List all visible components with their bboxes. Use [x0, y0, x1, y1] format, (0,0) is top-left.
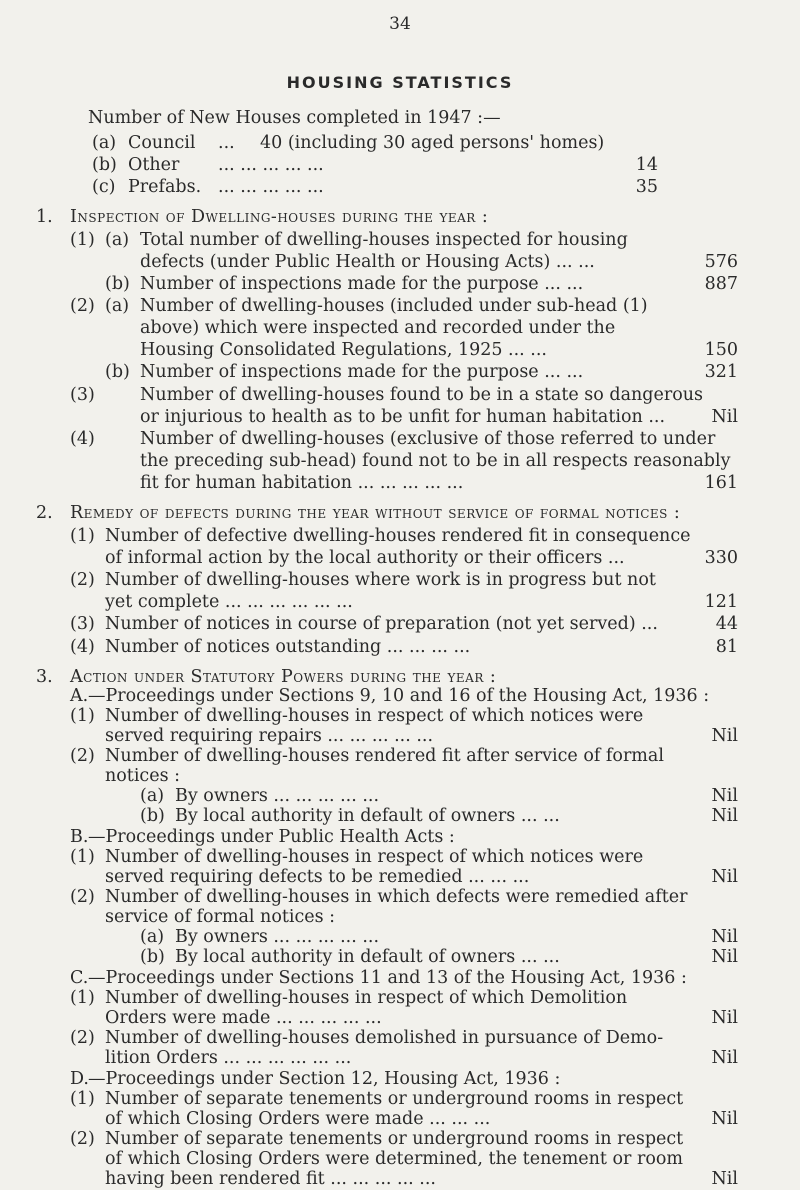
line-text: service of formal notices : [105, 907, 336, 927]
part-label: C. [70, 968, 89, 988]
section-3-line [0, 967, 800, 989]
item-value: 14 [635, 155, 658, 175]
line-text: Number of dwelling-houses (included under sub-head (1) [140, 296, 648, 316]
new-houses-row [0, 154, 800, 176]
section-1-line [0, 229, 800, 251]
line-text: —Proceedings under Sections 9, 10 and 16 of the Housing Act, 1936 : [88, 686, 710, 706]
sub-label: (3) [70, 614, 95, 634]
section-number: 1. [36, 207, 53, 227]
line-text: having been rendered fit ... ... ... ... ... [105, 1169, 436, 1189]
section-1-line [0, 450, 800, 472]
line-text: Housing Consolidated Regulations, 1925 ... ... [140, 340, 547, 360]
sub-label: (2) [70, 1028, 95, 1048]
section-3-line [0, 1148, 800, 1170]
section-1-line [0, 361, 800, 383]
line-text: Number of dwelling-houses rendered fit after service of formal [105, 746, 664, 766]
section-3-line [0, 805, 800, 827]
line-text: Number of dwelling-houses demolished in pursuance of Demo- [105, 1028, 664, 1048]
section-2-line [0, 591, 800, 613]
section-3-line [0, 987, 800, 1009]
section-3-line [0, 826, 800, 848]
line-value: Nil [711, 1169, 738, 1189]
sub-label: (b) [140, 947, 165, 967]
line-text: yet complete ... ... ... ... ... ... [105, 592, 353, 612]
line-text: or injurious to health as to be unfit for human habitation ... [140, 407, 666, 427]
sub-label: (b) [105, 274, 130, 294]
part-label: D. [70, 1069, 89, 1089]
line-value: Nil [711, 1048, 738, 1068]
line-text: Number of inspections made for the purpose ... ... [140, 362, 584, 382]
sub-label: (4) [70, 429, 95, 449]
line-value: 161 [704, 473, 738, 493]
section-2-line [0, 569, 800, 591]
line-text: Number of dwelling-houses in which defects were remedied after [105, 887, 688, 907]
section-1-line [0, 273, 800, 295]
section-3-line [0, 1007, 800, 1029]
section-2-line [0, 547, 800, 569]
line-value: Nil [711, 786, 738, 806]
sub-label: (1) [70, 526, 95, 546]
leader-dots: ... [218, 133, 235, 153]
section-3-line [0, 1047, 800, 1069]
sub-label: (2) [70, 887, 95, 907]
line-text: Number of notices in course of preparation (not yet served) ... [105, 614, 658, 634]
section-2-line [0, 613, 800, 635]
item-label: (a) [92, 133, 117, 153]
line-value: 321 [704, 362, 738, 382]
line-value: Nil [711, 1109, 738, 1129]
section-3-line [0, 1068, 800, 1090]
line-text: Number of dwelling-houses in respect of which Demolition [105, 988, 628, 1008]
sub-label: (1) [70, 706, 95, 726]
section-1-line [0, 384, 800, 406]
section-1-line [0, 317, 800, 339]
line-text: By owners ... ... ... ... ... [175, 927, 380, 947]
new-houses-row [0, 176, 800, 198]
sub-label: (2) [70, 296, 95, 316]
section-3-line [0, 866, 800, 888]
sub-label: (1) [70, 847, 95, 867]
line-value: Nil [711, 867, 738, 887]
section-heading: Action under Statutory Powers during the year : [70, 667, 497, 687]
leader-dots: ... ... ... ... ... [218, 177, 324, 197]
section-3-line [0, 1128, 800, 1150]
line-text: lition Orders ... ... ... ... ... ... [105, 1048, 352, 1068]
section-1-line [0, 339, 800, 361]
line-value: 330 [704, 548, 738, 568]
section-number: 3. [36, 667, 53, 687]
line-text: above) which were inspected and recorded under the [140, 318, 616, 338]
section-heading: Inspection of Dwelling-houses during the year : [70, 207, 489, 227]
line-text: By local authority in default of owners ... ... [175, 947, 560, 967]
line-value: 576 [704, 252, 738, 272]
line-text: Number of inspections made for the purpose ... ... [140, 274, 584, 294]
item-text: Other [128, 155, 180, 175]
sub-label: (a) [140, 927, 165, 947]
section-3-line [0, 785, 800, 807]
line-text: Number of dwelling-houses where work is in progress but not [105, 570, 656, 590]
leader-dots: ... ... ... ... ... [218, 155, 324, 175]
line-text: —Proceedings under Sections 11 and 13 of the Housing Act, 1936 : [88, 968, 687, 988]
section-1-line [0, 251, 800, 273]
section-2-line [0, 636, 800, 658]
item-label: (c) [92, 177, 116, 197]
sub-label: (a) [105, 230, 130, 250]
line-value: 44 [715, 614, 738, 634]
page-number: 34 [389, 14, 411, 34]
line-text: Number of separate tenements or underground rooms in respect [105, 1089, 684, 1109]
item-value: 35 [635, 177, 658, 197]
line-text: of which Closing Orders were made ... ... ... [105, 1109, 491, 1129]
section-3-line [0, 705, 800, 727]
section-1-line [0, 295, 800, 317]
part-label: B. [70, 827, 89, 847]
section-3-line [0, 1088, 800, 1110]
section-3-line [0, 745, 800, 767]
intro-text: Number of New Houses completed in 1947 :— [88, 108, 501, 128]
line-text: the preceding sub-head) found not to be in all respects reasonably [140, 451, 731, 471]
sub-label: (b) [105, 362, 130, 382]
line-text: Number of dwelling-houses (exclusive of those referred to under [140, 429, 716, 449]
sub-label: (2) [70, 570, 95, 590]
line-value: Nil [711, 726, 738, 746]
section-3-line [0, 886, 800, 908]
section-1-line [0, 406, 800, 428]
line-value: Nil [711, 407, 738, 427]
new-houses-intro [0, 107, 800, 129]
sub-label: (1) [70, 230, 95, 250]
line-text: fit for human habitation ... ... ... ... ... [140, 473, 464, 493]
line-text: Orders were made ... ... ... ... ... [105, 1008, 382, 1028]
section-heading: Remedy of defects during the year without service of formal notices : [70, 503, 681, 523]
line-text: served requiring repairs ... ... ... ... ... [105, 726, 434, 746]
item-value: 40 (including 30 aged persons' homes) [260, 133, 605, 153]
section-2-line [0, 525, 800, 547]
line-text: served requiring defects to be remedied ... ... ... [105, 867, 530, 887]
line-text: —Proceedings under Section 12, Housing Act, 1936 : [88, 1069, 561, 1089]
sub-label: (1) [70, 988, 95, 1008]
sub-label: (3) [70, 385, 95, 405]
line-text: Total number of dwelling-houses inspected for housing [140, 230, 628, 250]
section-1-line [0, 472, 800, 494]
line-text: of informal action by the local authority or their officers ... [105, 548, 625, 568]
item-text: Council [128, 133, 196, 153]
section-1-line [0, 428, 800, 450]
item-text: Prefabs. [128, 177, 202, 197]
sub-label: (2) [70, 746, 95, 766]
line-text: notices : [105, 766, 181, 786]
line-value: Nil [711, 1008, 738, 1028]
line-value: 121 [704, 592, 738, 612]
line-text: Number of separate tenements or underground rooms in respect [105, 1129, 684, 1149]
section-3-line [0, 846, 800, 868]
line-text: —Proceedings under Public Health Acts : [88, 827, 455, 847]
sub-label: (a) [140, 786, 165, 806]
sub-label: (2) [70, 1129, 95, 1149]
section-number: 2. [36, 503, 53, 523]
section-3-line [0, 946, 800, 968]
line-value: Nil [711, 806, 738, 826]
line-value: Nil [711, 927, 738, 947]
line-value: Nil [711, 947, 738, 967]
sub-label: (1) [70, 1089, 95, 1109]
line-text: By local authority in default of owners ... ... [175, 806, 560, 826]
part-label: A. [70, 686, 89, 706]
sub-label: (b) [140, 806, 165, 826]
line-text: Number of dwelling-houses found to be in a state so dangerous [140, 385, 704, 405]
line-text: Number of notices outstanding ... ... ... ... [105, 637, 471, 657]
line-text: Number of dwelling-houses in respect of which notices were [105, 706, 644, 726]
section-3-line [0, 906, 800, 928]
line-value: 887 [704, 274, 738, 294]
line-value: 150 [704, 340, 738, 360]
section-3-line [0, 1027, 800, 1049]
new-houses-row [0, 132, 800, 154]
section-3-line [0, 685, 800, 707]
line-text: Number of defective dwelling-houses rendered fit in consequence [105, 526, 691, 546]
item-label: (b) [92, 155, 117, 175]
page-title: HOUSING STATISTICS [286, 73, 514, 92]
sub-label: (4) [70, 637, 95, 657]
sub-label: (a) [105, 296, 130, 316]
line-text: Number of dwelling-houses in respect of which notices were [105, 847, 644, 867]
section-1-heading [0, 206, 800, 228]
section-3-line [0, 765, 800, 787]
section-3-line [0, 725, 800, 747]
line-text: By owners ... ... ... ... ... [175, 786, 380, 806]
line-text: of which Closing Orders were determined, the tenement or room [105, 1149, 684, 1169]
section-3-line [0, 926, 800, 948]
line-value: 81 [715, 637, 738, 657]
section-3-line [0, 1108, 800, 1130]
section-2-heading [0, 502, 800, 524]
line-text: defects (under Public Health or Housing Acts) ... ... [140, 252, 595, 272]
